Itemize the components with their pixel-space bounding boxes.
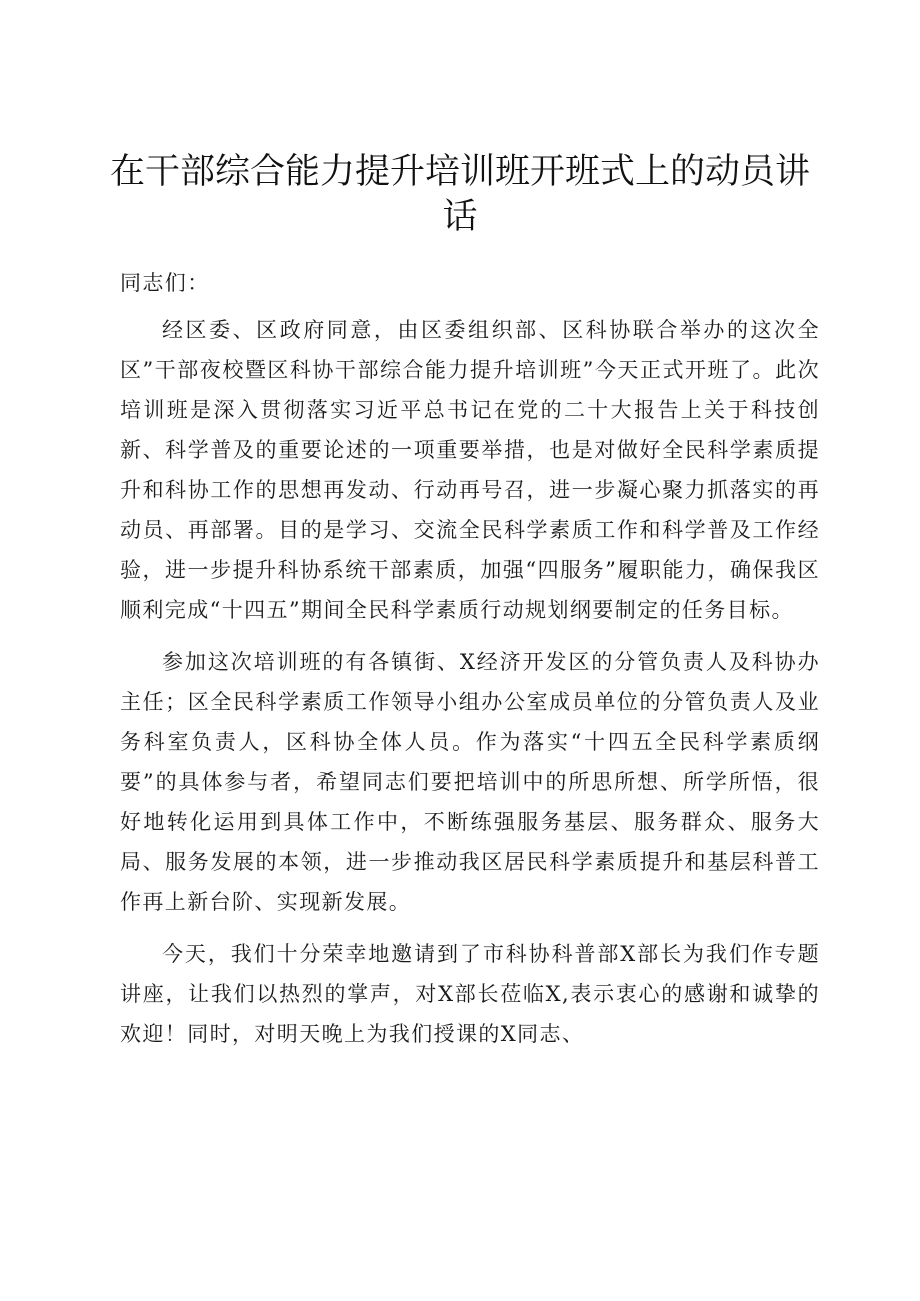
paragraph-opening: 经区委、区政府同意，由区委组织部、区科协联合举办的这次全区”干部夜校暨区科协干部综合能力提升培训班”今天正式开班了。此次培训班是深入贯彻落实习近平总书记在党的二十大报告上关于科技创新、科学普及的重要论述的一项重要举措，也是对做好全民科学素质提升和科协工作的思想再发动、行动再号召，进一步凝心聚力抓落实的再动员、再部署。目的是学习、交流全民科学素质工作和科学普及工作经验，进一步提升科协系统干部素质，加强“四服务”履职能力，确保我区顺利完成“十四五”期间全民科学素质行动规划纲要制定的任务目标。 [120,318,820,622]
paragraph-lecture: 今天，我们十分荣幸地邀请到了市科协科普部X部长为我们作专题讲座，让我们以热烈的掌声，对X部长莅临X,表示衷心的感谢和诚挚的欢迎！同时，对明天晚上为我们授课的X同志、 [120,942,820,1046]
paragraph-participants: 参加这次培训班的有各镇街、X经济开发区的分管负责人及科协办主任；区全民科学素质工作领导小组办公室成员单位的分管负责人及业务科室负责人，区科协全体人员。作为落实“十四五全民科学素质纲要”的具体参与者，希望同志们要把培训中的所思所想、所学所悟，很好地转化运用到具体工作中，不断练强服务基层、服务群众、服务大局、服务发展的本领，进一步推动我区居民科学素质提升和基层科普工作再上新台阶、实现新发展。 [120,650,820,914]
salutation: 同志们： [120,271,210,295]
document-body [120,310,820,1066]
document-title: 在干部综合能力提升培训班开班式上的动员讲话 [110,152,811,237]
